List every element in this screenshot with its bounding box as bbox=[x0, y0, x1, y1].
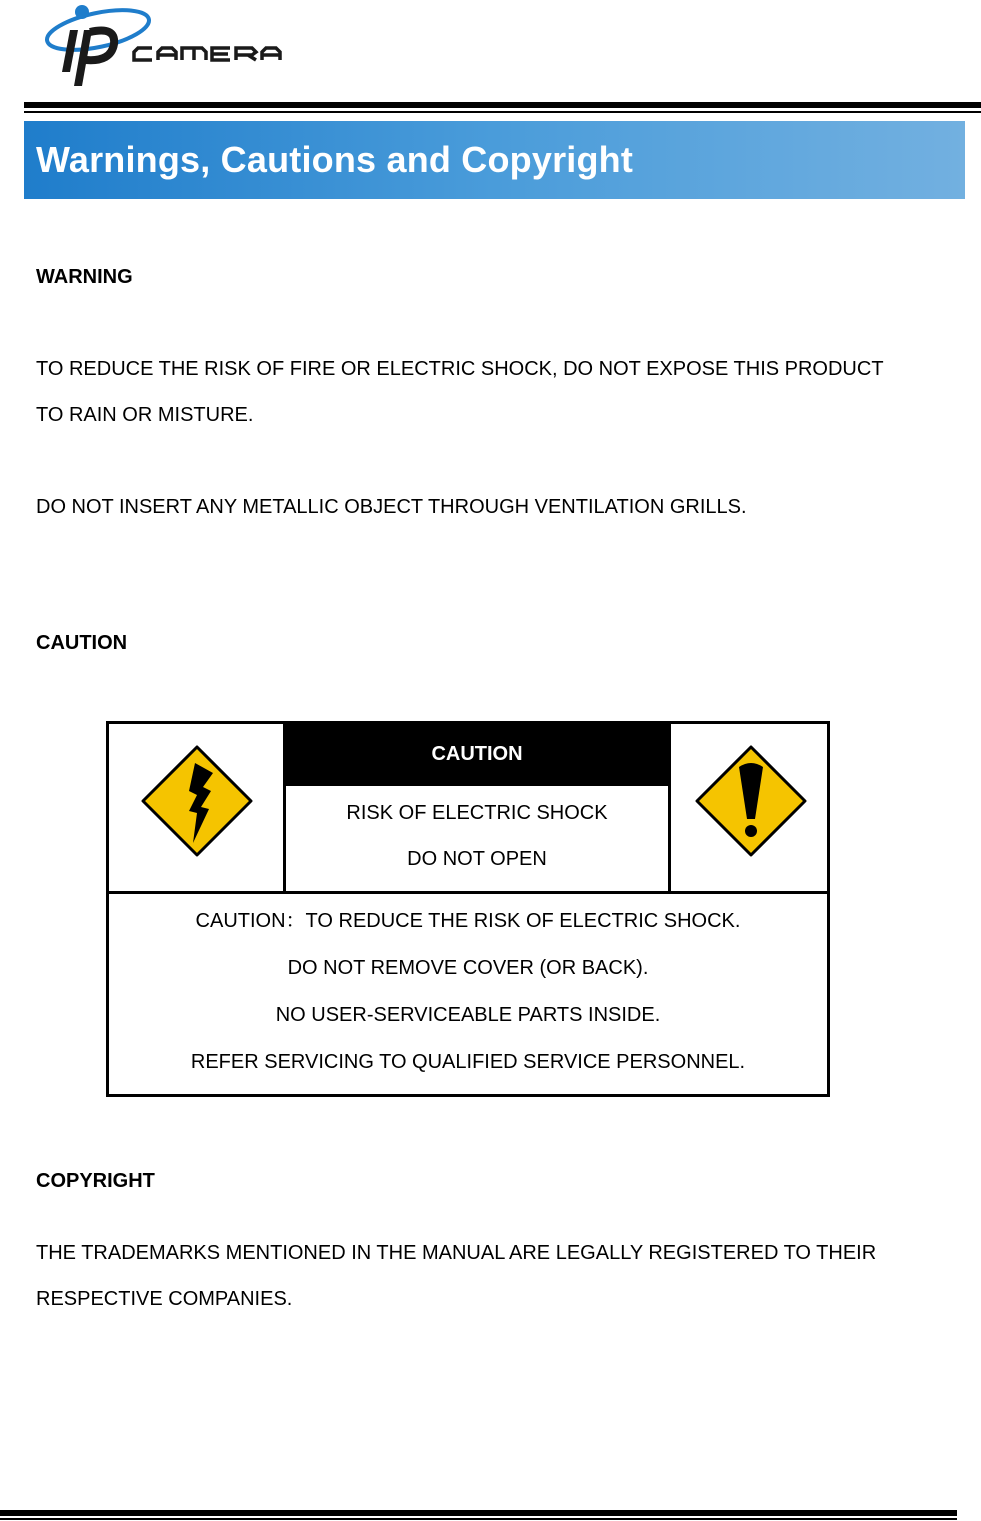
copyright-heading: COPYRIGHT bbox=[36, 1170, 155, 1192]
caution-label-line-2: DO NOT OPEN bbox=[407, 848, 547, 870]
caution-label-center-cell bbox=[286, 724, 668, 891]
caution-body-line-4: REFER SERVICING TO QUALIFIED SERVICE PERSONNEL. bbox=[190, 1051, 746, 1073]
header-rule-thick bbox=[24, 102, 981, 108]
caution-label-title: CAUTION bbox=[286, 724, 668, 784]
ip-camera-logo bbox=[40, 0, 310, 92]
copyright-line-1: THE TRADEMARKS MENTIONED IN THE MANUAL ARE LEGALLY REGISTERED TO THEIR bbox=[36, 1242, 877, 1264]
warning-heading: WARNING bbox=[36, 266, 133, 288]
caution-label-warning-text bbox=[286, 784, 668, 882]
electric-shock-icon bbox=[141, 745, 253, 862]
warning-line-1: TO REDUCE THE RISK OF FIRE OR ELECTRIC SHOCK, DO NOT EXPOSE THIS PRODUCT bbox=[36, 358, 884, 380]
header-rule-thin bbox=[24, 111, 981, 113]
caution-body-line-3: NO USER-SERVICEABLE PARTS INSIDE. bbox=[275, 1004, 661, 1026]
caution-label bbox=[106, 721, 830, 1097]
warning-line-2: TO RAIN OR MISTURE. bbox=[36, 404, 254, 426]
caution-heading: CAUTION bbox=[36, 632, 128, 654]
caution-label-instructions bbox=[109, 894, 827, 1086]
page-title: Warnings, Cautions and Copyright bbox=[36, 139, 634, 180]
footer-rule-thin bbox=[0, 1518, 957, 1520]
copyright-paragraph bbox=[36, 1230, 936, 1322]
caution-label-left-cell bbox=[109, 724, 286, 891]
ip-camera-logo-icon bbox=[40, 0, 310, 92]
warning-paragraph bbox=[36, 346, 936, 438]
caution-label-top-row bbox=[109, 724, 827, 894]
footer-rule-thick bbox=[0, 1510, 957, 1516]
caution-label-line-1: RISK OF ELECTRIC SHOCK bbox=[346, 802, 608, 824]
copyright-line-2: RESPECTIVE COMPANIES. bbox=[36, 1288, 293, 1310]
caution-body-line-1: CAUTION：TO REDUCE THE RISK OF ELECTRIC SHOCK. bbox=[195, 910, 741, 932]
warning-paragraph-2 bbox=[36, 484, 936, 530]
title-banner bbox=[24, 121, 965, 199]
caution-label-right-cell bbox=[668, 724, 830, 891]
warning-line-3: DO NOT INSERT ANY METALLIC OBJECT THROUGH VENTILATION GRILLS. bbox=[36, 496, 747, 518]
caution-body-line-2: DO NOT REMOVE COVER (OR BACK). bbox=[287, 957, 649, 979]
exclamation-warning-icon bbox=[695, 745, 807, 862]
